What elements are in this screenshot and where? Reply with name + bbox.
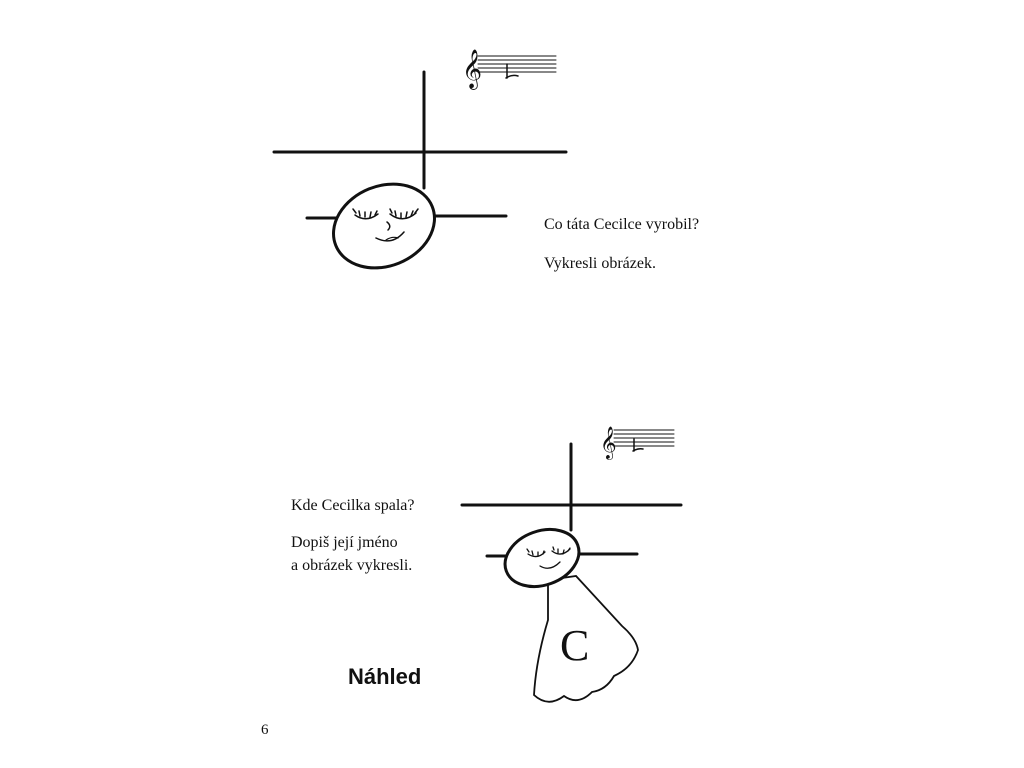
sleeping-face-oval (321, 169, 447, 282)
quarter-note-icon (633, 439, 643, 451)
preview-watermark: Náhled (348, 664, 422, 689)
treble-clef-icon: 𝄞 (600, 426, 617, 459)
quarter-note-icon (506, 64, 518, 78)
top-question: Co táta Cecilce vyrobil? (544, 216, 700, 233)
top-instruction: Vykresli obrázek. (544, 255, 656, 272)
bottom-illustration (462, 426, 681, 702)
music-staff-icon (478, 56, 556, 72)
cloth-letter: C (560, 621, 590, 670)
bottom-question: Kde Cecilka spala? (291, 497, 415, 514)
music-staff-icon (614, 430, 674, 446)
top-illustration (274, 49, 566, 283)
treble-clef-icon: 𝄞 (462, 49, 483, 89)
bottom-instruction-line1: Dopiš její jméno (291, 534, 398, 551)
bottom-instruction-line2: a obrázek vykresli. (291, 557, 413, 574)
page-number: 6 (261, 722, 269, 738)
